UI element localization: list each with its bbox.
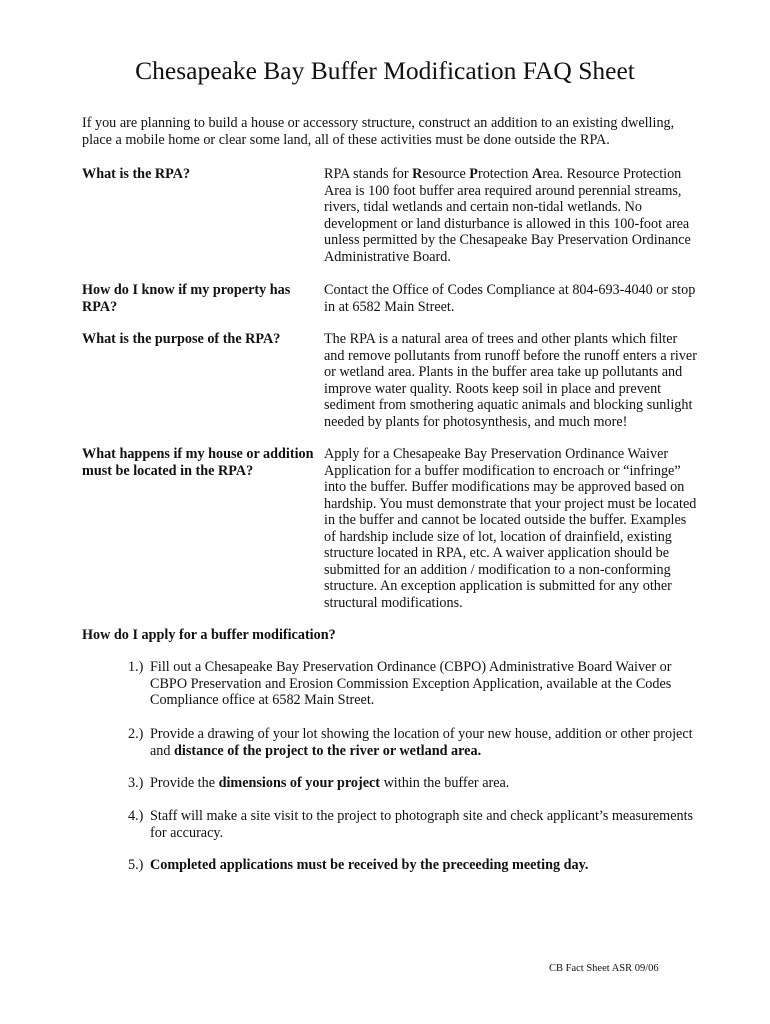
faq-question-house-in-rpa: What happens if my house or addition must be located in the RPA? bbox=[82, 446, 314, 479]
faq-question-purpose: What is the purpose of the RPA? bbox=[82, 331, 281, 347]
answer-text: rea. Resource Protection Area is 100 foot buffer area required around perennial streams, rivers, tidal wetlands and certain non-tidal wetlands. No development or land disturbance is allowed in this 100-foot area unless permitted by the Chesapeake Bay Preservation Ordinance Administrative Board. bbox=[324, 166, 691, 265]
answer-text: RPA stands for bbox=[324, 166, 413, 182]
faq-answer-house-in-rpa: Apply for a Chesapeake Bay Preservation Ordinance Waiver Application for a buffer modification to encroach or “infringe” into the buffer. Buffer modifications may be approved based on hardship. You must demonstrate that your project must be located in the buffer and cannot be located outside the buffer. Examples of hardship include size of lot, location of drainfield, existing structure located in RPA, etc. A waiver application should be submitted for an addition / modification to a non-conforming structure. An exception application is submitted for any other structural modifications. bbox=[324, 446, 697, 611]
step-text-plain: Provide the bbox=[150, 775, 219, 791]
step-number: 3.) bbox=[128, 775, 144, 791]
step-text-bold: distance of the project to the river or wetland area. bbox=[174, 742, 482, 759]
step-item bbox=[128, 808, 698, 841]
step-number: 4.) bbox=[128, 808, 144, 824]
footer-reference: CB Fact Sheet ASR 09/06 bbox=[549, 963, 659, 974]
step-item bbox=[128, 659, 698, 709]
step-number: 1.) bbox=[128, 659, 144, 675]
answer-bold-letter: R bbox=[412, 166, 423, 182]
step-text: Fill out a Chesapeake Bay Preservation Ordinance (CBPO) Administrative Board Waiver or CBPO Preservation and Erosion Commission Exception Application, available at the Codes Compliance office at 6582 Main Street. bbox=[150, 659, 672, 708]
apply-heading: How do I apply for a buffer modification? bbox=[82, 627, 336, 643]
faq-answer-what-is-rpa bbox=[324, 166, 699, 265]
step-text bbox=[150, 775, 698, 792]
faq-answer-purpose: The RPA is a natural area of trees and other plants which filter and remove pollutants from runoff before the runoff enters a river or wetland area. Plants in the buffer area take up pollutants and improve water quality. Roots keep soil in place and prevent sediment from smothering aquatic animals and blocking sunlight needed by plants for photosynthesis, and much more! bbox=[324, 331, 697, 430]
answer-text: esource bbox=[422, 166, 470, 182]
faq-answer-know-property: Contact the Office of Codes Compliance at 804-693-4040 or stop in at 6582 Main Street. bbox=[324, 282, 696, 315]
step-text: Staff will make a site visit to the project to photograph site and check applicant’s measurements for accuracy. bbox=[150, 808, 694, 841]
answer-bold-letter: A bbox=[531, 166, 543, 182]
step-number: 2.) bbox=[128, 726, 144, 742]
faq-question-what-is-rpa: What is the RPA? bbox=[82, 166, 191, 182]
step-text-bold: dimensions of your project bbox=[218, 775, 381, 791]
answer-text: rotection bbox=[477, 166, 532, 182]
step-number: 5.) bbox=[128, 857, 144, 873]
intro-paragraph: If you are planning to build a house or accessory structure, construct an addition to an existing dwelling, place a mobile home or clear some land, all of these activities must be done outside the RPA. bbox=[82, 115, 675, 148]
step-text bbox=[150, 857, 698, 874]
step-item bbox=[128, 775, 698, 792]
faq-question-know-property: How do I know if my property has RPA? bbox=[82, 282, 291, 315]
step-text-plain: within the buffer area. bbox=[380, 775, 510, 791]
step-text bbox=[150, 726, 698, 759]
document-title: Chesapeake Bay Buffer Modification FAQ Sheet bbox=[135, 56, 635, 85]
answer-bold-letter: P bbox=[469, 166, 478, 182]
step-item bbox=[128, 726, 698, 759]
step-text-bold: Completed applications must be received by the preceeding meeting day. bbox=[150, 857, 589, 873]
step-item bbox=[128, 857, 698, 874]
step-text-plain: Provide a drawing of your lot showing the location of your new house, addition or other project and bbox=[150, 726, 693, 759]
